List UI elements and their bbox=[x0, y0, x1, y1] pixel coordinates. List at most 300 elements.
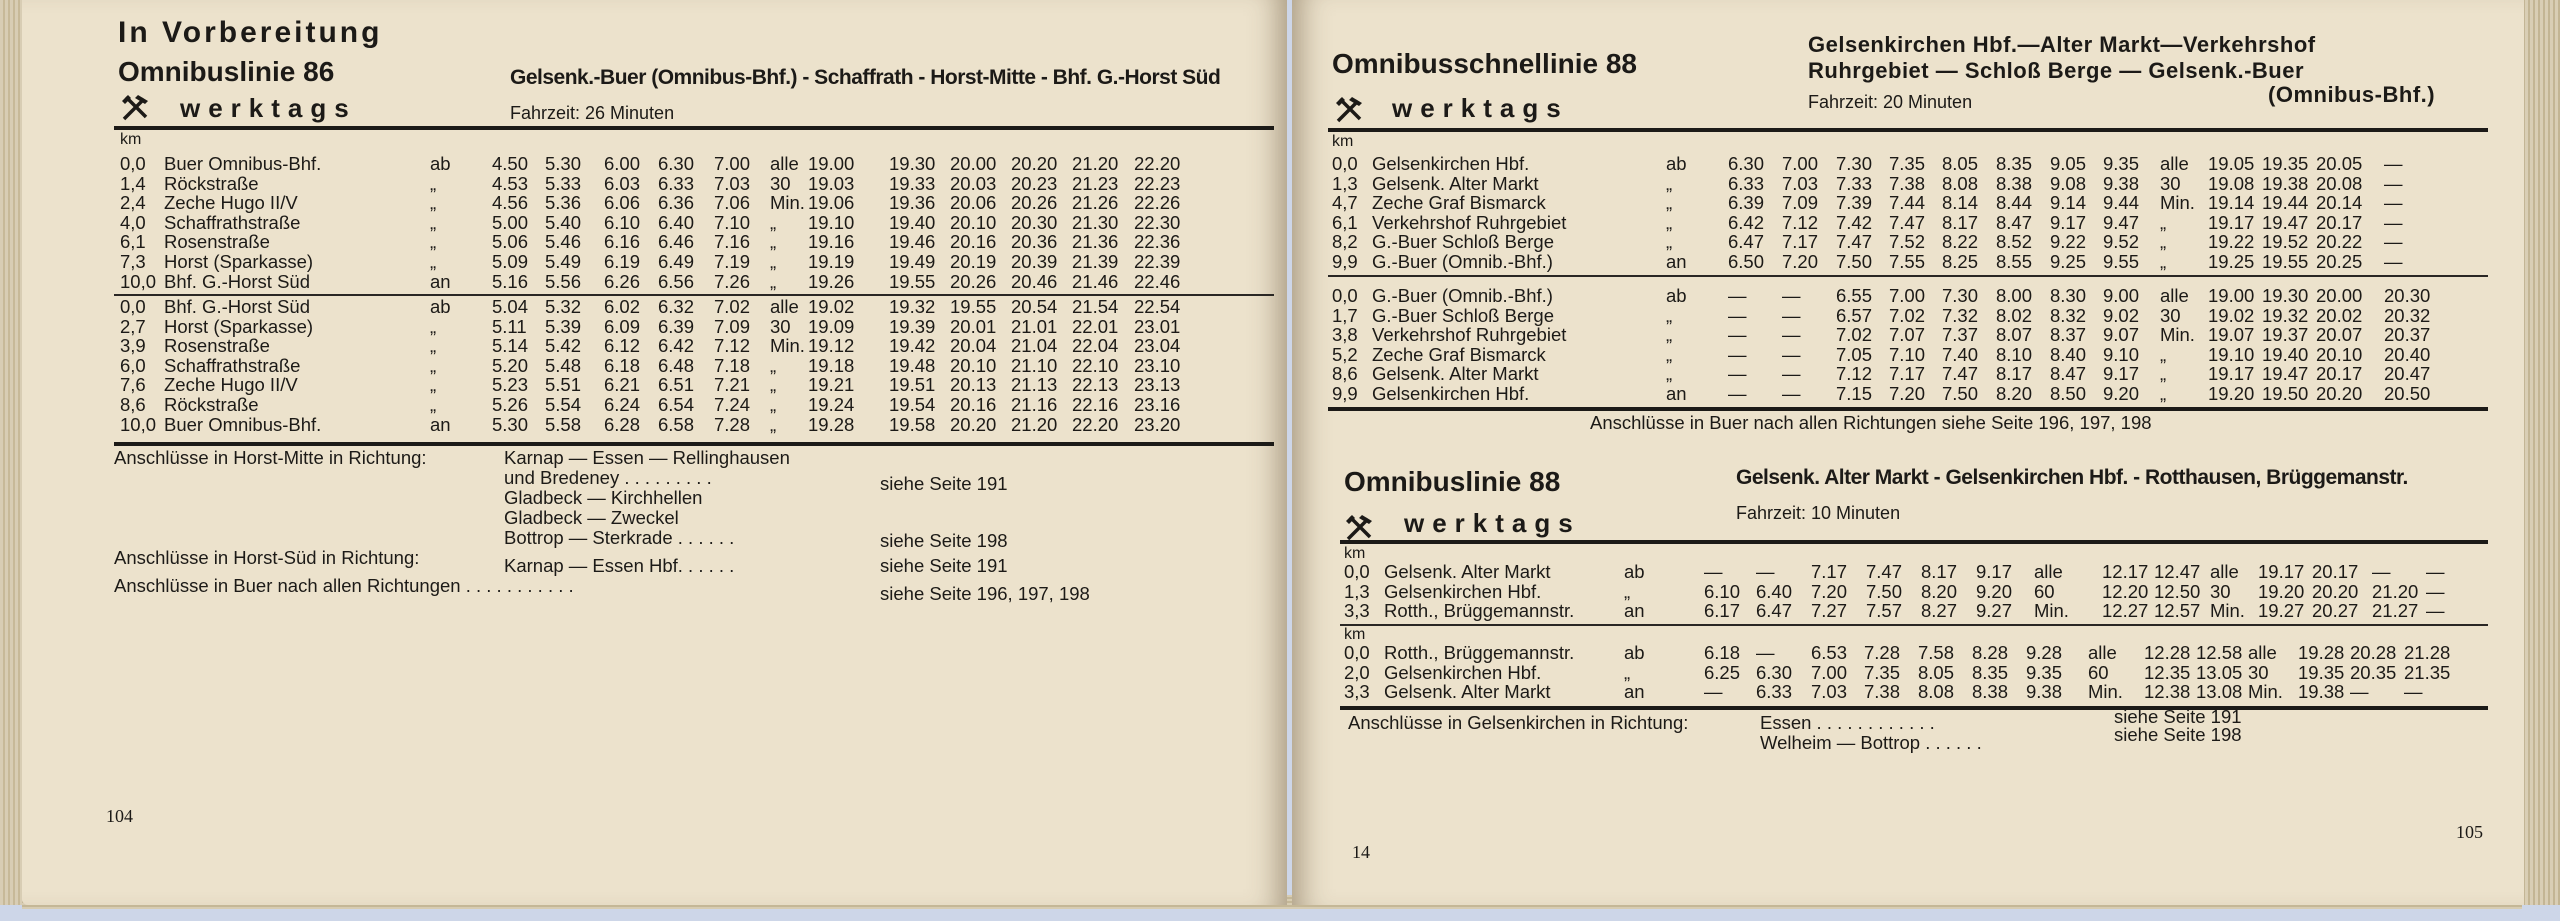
departure-time: 20.17 bbox=[2312, 561, 2359, 582]
departure-time: 7.30 bbox=[1836, 153, 1873, 174]
day-type: werktags bbox=[1392, 93, 1569, 123]
departure-time: 8.47 bbox=[1996, 211, 2033, 233]
departure-time: 5.26 bbox=[492, 393, 529, 415]
departure-time: 19.54 bbox=[889, 393, 936, 415]
departure-time: 22.04 bbox=[1072, 335, 1119, 357]
departure-time: 20.39 bbox=[1011, 250, 1058, 272]
departure-time: Min. bbox=[2160, 192, 2195, 214]
departure-time: 8.05 bbox=[1918, 661, 1955, 683]
hammer-and-pick-icon bbox=[1344, 513, 1374, 543]
departure-time: Min. bbox=[770, 192, 805, 214]
line-title: Omnibuslinie 86 bbox=[118, 56, 335, 87]
timetable-row bbox=[120, 336, 1270, 356]
departure-time: 20.20 bbox=[2312, 580, 2359, 602]
departure-time: 19.21 bbox=[808, 374, 855, 396]
departure-time: alle bbox=[770, 153, 799, 174]
departure-time: 19.24 bbox=[808, 393, 855, 415]
rule-mid bbox=[1328, 275, 2488, 277]
departure-time: 7.10 bbox=[1889, 343, 1926, 365]
departure-time: 19.09 bbox=[808, 315, 855, 337]
departure-time: 19.27 bbox=[2258, 600, 2305, 622]
departure-time: 9.17 bbox=[2103, 363, 2140, 385]
departure-time: 6.32 bbox=[658, 296, 695, 317]
departure-time: 5.49 bbox=[545, 250, 582, 272]
departure-time: 20.06 bbox=[950, 192, 997, 214]
departure-time: 9.22 bbox=[2050, 231, 2087, 253]
departure-time: — bbox=[2384, 231, 2403, 253]
departure-time: 9.27 bbox=[1976, 600, 2013, 622]
departure-time: 19.50 bbox=[2262, 382, 2309, 404]
departure-time: — bbox=[1728, 382, 1747, 404]
km-label: km bbox=[1344, 545, 1366, 562]
departure-time: 5.58 bbox=[545, 413, 582, 435]
departure-time: 9.05 bbox=[2050, 153, 2087, 174]
departure-time: — bbox=[2350, 681, 2369, 703]
departure-time: 5.40 bbox=[545, 211, 582, 233]
timetable-row bbox=[1332, 252, 2482, 272]
departure-time: alle bbox=[2160, 285, 2189, 306]
departure-time: 23.13 bbox=[1134, 374, 1181, 396]
departure-time: 7.35 bbox=[1889, 153, 1926, 174]
stop-name: Bhf. G.-Horst Süd bbox=[164, 296, 310, 317]
departure-time: 6.16 bbox=[604, 231, 641, 253]
departure-time: 19.39 bbox=[889, 315, 936, 337]
stop-name: Rotth., Brüggemannstr. bbox=[1384, 642, 1575, 663]
departure-time: 9.25 bbox=[2050, 250, 2087, 272]
departure-time: 8.35 bbox=[1972, 661, 2009, 683]
departure-time: 12.28 bbox=[2144, 642, 2191, 663]
timetable-row bbox=[120, 193, 1270, 213]
departure-time: 7.02 bbox=[1889, 304, 1926, 326]
timetable-row bbox=[1332, 193, 2482, 213]
departure-time: 20.20 bbox=[2316, 382, 2363, 404]
stop-name: Gelsenkirchen Hbf. bbox=[1384, 661, 1542, 683]
departure-time: 7.35 bbox=[1864, 661, 1901, 683]
departure-time: 8.47 bbox=[2050, 363, 2087, 385]
departure-time: 9.38 bbox=[2026, 681, 2063, 703]
km-value: 8,6 bbox=[120, 393, 146, 415]
departure-time: — bbox=[1704, 681, 1723, 703]
departure-time: 8.40 bbox=[2050, 343, 2087, 365]
km-value: 7,6 bbox=[120, 374, 146, 396]
departure-time: 21.39 bbox=[1072, 250, 1119, 272]
departure-time: 21.23 bbox=[1072, 172, 1119, 194]
departure-time: 8.07 bbox=[1996, 324, 2033, 346]
stop-name: Zeche Hugo II/V bbox=[164, 192, 298, 214]
departure-time: 9.35 bbox=[2103, 153, 2140, 174]
departure-time: 21.04 bbox=[1011, 335, 1058, 357]
departure-time: 6.48 bbox=[658, 354, 695, 376]
stop-name: Rosenstraße bbox=[164, 231, 270, 253]
timetable-row bbox=[120, 297, 1270, 317]
route-heading-1: Gelsenkirchen Hbf.—Alter Markt—Verkehrshof bbox=[1808, 32, 2316, 57]
timetable-row bbox=[120, 252, 1270, 272]
departure-time: 6.33 bbox=[1728, 172, 1765, 194]
departure-time: 19.49 bbox=[889, 250, 936, 272]
departure-time: 9.20 bbox=[1976, 580, 2013, 602]
stop-name: G.-Buer Schloß Berge bbox=[1372, 231, 1554, 253]
departure-time: — bbox=[2426, 580, 2445, 602]
departure-time: 12.58 bbox=[2196, 642, 2243, 663]
timetable-row bbox=[1332, 154, 2482, 174]
departure-time: 6.26 bbox=[604, 270, 641, 292]
departure-time: 6.50 bbox=[1728, 250, 1765, 272]
departure-time: 19.32 bbox=[889, 296, 936, 317]
departure-time: „ bbox=[770, 413, 777, 435]
departure-time: 5.30 bbox=[545, 153, 582, 174]
departure-time: 9.38 bbox=[2103, 172, 2140, 194]
departure-time: 6.10 bbox=[604, 211, 641, 233]
departure-time: alle bbox=[2210, 561, 2239, 582]
departure-time: 5.51 bbox=[545, 374, 582, 396]
departure-time: 7.02 bbox=[1836, 324, 1873, 346]
departure-time: 22.46 bbox=[1134, 270, 1181, 292]
timetable-row bbox=[120, 356, 1270, 376]
km-value: 9,9 bbox=[1332, 382, 1358, 404]
departure-time: 20.36 bbox=[1011, 231, 1058, 253]
departure-time: 19.44 bbox=[2262, 192, 2309, 214]
departure-time: 8.22 bbox=[1942, 231, 1979, 253]
departure-time: 19.30 bbox=[889, 153, 936, 174]
departure-time: 8.25 bbox=[1942, 250, 1979, 272]
departure-time: alle bbox=[2088, 642, 2117, 663]
arr-dep-mark: ab bbox=[1624, 561, 1645, 582]
departure-time: 6.21 bbox=[604, 374, 641, 396]
departure-time: 22.39 bbox=[1134, 250, 1181, 272]
km-value: 0,0 bbox=[1332, 285, 1358, 306]
departure-time: 19.28 bbox=[808, 413, 855, 435]
arr-dep-mark: „ bbox=[1666, 211, 1673, 233]
departure-time: 8.28 bbox=[1972, 642, 2009, 663]
departure-time: 8.05 bbox=[1942, 153, 1979, 174]
departure-time: 9.14 bbox=[2050, 192, 2087, 214]
departure-time: 12.38 bbox=[2144, 681, 2191, 703]
departure-time: 19.17 bbox=[2208, 211, 2255, 233]
stop-name: Zeche Graf Bismarck bbox=[1372, 343, 1546, 365]
departure-time: 20.27 bbox=[2312, 600, 2359, 622]
departure-time: 7.47 bbox=[1866, 561, 1903, 582]
departure-time: — bbox=[2404, 681, 2423, 703]
departure-time: „ bbox=[770, 270, 777, 292]
arr-dep-mark: an bbox=[430, 270, 451, 292]
departure-time: „ bbox=[770, 250, 777, 272]
departure-time: 7.57 bbox=[1866, 600, 1903, 622]
line-title-88-express: Omnibusschnellinie 88 bbox=[1332, 48, 1637, 79]
page-number-left: 104 bbox=[106, 806, 133, 826]
note-line: Gladbeck — Kirchhellen bbox=[504, 487, 703, 508]
departure-time: 20.03 bbox=[950, 172, 997, 194]
km-value: 2,4 bbox=[120, 192, 146, 214]
departure-time: 20.17 bbox=[2316, 211, 2363, 233]
departure-time: 5.39 bbox=[545, 315, 582, 337]
departure-time: 7.07 bbox=[1889, 324, 1926, 346]
departure-time: 7.52 bbox=[1889, 231, 1926, 253]
departure-time: 5.33 bbox=[545, 172, 582, 194]
departure-time: 4.50 bbox=[492, 153, 529, 174]
line-title-88: Omnibuslinie 88 bbox=[1344, 466, 1561, 497]
departure-time: 9.17 bbox=[1976, 561, 2013, 582]
departure-time: 21.28 bbox=[2404, 642, 2451, 663]
departure-time: 5.16 bbox=[492, 270, 529, 292]
arr-dep-mark: an bbox=[1666, 250, 1687, 272]
departure-time: 20.35 bbox=[2350, 661, 2397, 683]
departure-time: 7.12 bbox=[714, 335, 751, 357]
stop-name: Gelsenk. Alter Markt bbox=[1384, 681, 1551, 703]
departure-time: 5.54 bbox=[545, 393, 582, 415]
timetable-row bbox=[120, 154, 1270, 174]
stop-name: Gelsenkirchen Hbf. bbox=[1384, 580, 1542, 602]
departure-time: 20.46 bbox=[1011, 270, 1058, 292]
departure-time: 7.12 bbox=[1782, 211, 1819, 233]
stop-name: Schaffrathstraße bbox=[164, 211, 301, 233]
departure-time: 9.20 bbox=[2103, 382, 2140, 404]
departure-time: 7.10 bbox=[714, 211, 751, 233]
departure-time: — bbox=[2384, 211, 2403, 233]
timetable-block-88-outbound bbox=[1344, 562, 2484, 621]
timetable-row bbox=[1344, 682, 2484, 702]
departure-time: 12.47 bbox=[2154, 561, 2201, 582]
departure-time: 6.55 bbox=[1836, 285, 1873, 306]
departure-time: 22.16 bbox=[1072, 393, 1119, 415]
departure-time: 19.20 bbox=[2258, 580, 2305, 602]
departure-time: 7.09 bbox=[714, 315, 751, 337]
departure-time: 21.16 bbox=[1011, 393, 1058, 415]
rule-bottom bbox=[1340, 706, 2488, 710]
timetable-row bbox=[120, 213, 1270, 233]
departure-time: 21.10 bbox=[1011, 354, 1058, 376]
km-label: km bbox=[120, 131, 142, 148]
departure-time: 6.18 bbox=[604, 354, 641, 376]
departure-time: 5.56 bbox=[545, 270, 582, 292]
note-ref: siehe Seite 196, 197, 198 bbox=[880, 583, 1090, 604]
departure-time: — bbox=[1782, 304, 1801, 326]
departure-time: 6.02 bbox=[604, 296, 641, 317]
departure-time: 23.04 bbox=[1134, 335, 1181, 357]
departure-time: 22.20 bbox=[1072, 413, 1119, 435]
departure-time: 20.37 bbox=[2384, 324, 2431, 346]
rule-top bbox=[114, 126, 1274, 130]
note-line: Karnap — Essen — Rellinghausen bbox=[504, 447, 790, 468]
departure-time: 7.16 bbox=[714, 231, 751, 253]
note-line: Bottrop — Sterkrade . . . . . . bbox=[504, 527, 735, 548]
stop-name: Gelsenk. Alter Markt bbox=[1384, 561, 1551, 582]
departure-time: 12.35 bbox=[2144, 661, 2191, 683]
arr-dep-mark: an bbox=[1624, 600, 1645, 622]
departure-time: 22.36 bbox=[1134, 231, 1181, 253]
departure-time: 6.00 bbox=[604, 153, 641, 174]
departure-time: 19.52 bbox=[2262, 231, 2309, 253]
right-page-edges bbox=[2520, 0, 2560, 905]
timetable-row bbox=[120, 174, 1270, 194]
km-value: 10,0 bbox=[120, 413, 157, 435]
departure-time: 8.52 bbox=[1996, 231, 2033, 253]
arr-dep-mark: „ bbox=[1666, 324, 1673, 346]
note-line: Welheim — Bottrop . . . . . . bbox=[1760, 732, 1982, 753]
km-value: 0,0 bbox=[1344, 642, 1370, 663]
departure-time: 23.10 bbox=[1134, 354, 1181, 376]
departure-time: 7.05 bbox=[1836, 343, 1873, 365]
departure-time: — bbox=[2384, 250, 2403, 272]
departure-time: 19.17 bbox=[2258, 561, 2305, 582]
route-heading: Gelsenk.-Buer (Omnibus-Bhf.) - Schaffrath - Horst-Mitte - Bhf. G.-Horst Süd bbox=[510, 66, 1221, 89]
departure-time: 7.28 bbox=[1864, 642, 1901, 663]
departure-time: — bbox=[1782, 324, 1801, 346]
departure-time: 7.55 bbox=[1889, 250, 1926, 272]
stop-name: Röckstraße bbox=[164, 393, 259, 415]
departure-time: „ bbox=[770, 354, 777, 376]
departure-time: „ bbox=[770, 211, 777, 233]
timetable-row bbox=[1344, 643, 2484, 663]
departure-time: Min. bbox=[2034, 600, 2069, 622]
departure-time: 19.35 bbox=[2262, 153, 2309, 174]
note-horst-sued: Anschlüsse in Horst-Süd in Richtung: bbox=[114, 547, 420, 568]
note-ref: siehe Seite 191 bbox=[880, 473, 1008, 494]
departure-time: 20.50 bbox=[2384, 382, 2431, 404]
departure-time: 9.55 bbox=[2103, 250, 2140, 272]
departure-time: 7.58 bbox=[1918, 642, 1955, 663]
departure-time: 9.08 bbox=[2050, 172, 2087, 194]
departure-time: 20.23 bbox=[1011, 172, 1058, 194]
departure-time: 21.01 bbox=[1011, 315, 1058, 337]
departure-time: 23.01 bbox=[1134, 315, 1181, 337]
departure-time: 30 bbox=[2160, 172, 2181, 194]
arr-dep-mark: „ bbox=[430, 315, 437, 337]
km-value: 3,3 bbox=[1344, 681, 1370, 703]
departure-time: 7.20 bbox=[1889, 382, 1926, 404]
departure-time: 21.54 bbox=[1072, 296, 1119, 317]
departure-time: 19.02 bbox=[808, 296, 855, 317]
departure-time: 6.33 bbox=[1756, 681, 1793, 703]
departure-time: 20.20 bbox=[1011, 153, 1058, 174]
timetable-row bbox=[1344, 582, 2484, 602]
departure-time: 6.18 bbox=[1704, 642, 1741, 663]
departure-time: 8.00 bbox=[1996, 285, 2033, 306]
arr-dep-mark: an bbox=[1666, 382, 1687, 404]
departure-time: 8.20 bbox=[1921, 580, 1958, 602]
departure-time: 20.47 bbox=[2384, 363, 2431, 385]
arr-dep-mark: „ bbox=[430, 374, 437, 396]
arr-dep-mark: „ bbox=[1624, 580, 1631, 602]
arr-dep-mark: ab bbox=[1666, 285, 1687, 306]
km-label: km bbox=[1344, 626, 1366, 643]
departure-time: 9.17 bbox=[2050, 211, 2087, 233]
departure-time: 7.42 bbox=[1836, 211, 1873, 233]
departure-time: 19.30 bbox=[2262, 285, 2309, 306]
departure-time: 8.30 bbox=[2050, 285, 2087, 306]
departure-time: Min. bbox=[2210, 600, 2245, 622]
departure-time: 6.58 bbox=[658, 413, 695, 435]
departure-time: 9.35 bbox=[2026, 661, 2063, 683]
departure-time: 5.36 bbox=[545, 192, 582, 214]
departure-time: 12.20 bbox=[2102, 580, 2149, 602]
departure-time: 8.08 bbox=[1942, 172, 1979, 194]
departure-time: 6.06 bbox=[604, 192, 641, 214]
departure-time: — bbox=[1782, 363, 1801, 385]
stop-name: Horst (Sparkasse) bbox=[164, 315, 314, 337]
arr-dep-mark: „ bbox=[1666, 231, 1673, 253]
stop-name: Rosenstraße bbox=[164, 335, 270, 357]
departure-time: 7.17 bbox=[1811, 561, 1848, 582]
departure-time: „ bbox=[770, 231, 777, 253]
departure-time: 22.10 bbox=[1072, 354, 1119, 376]
stop-name: Verkehrshof Ruhrgebiet bbox=[1372, 211, 1567, 233]
departure-time: 19.25 bbox=[2208, 250, 2255, 272]
departure-time: 20.05 bbox=[2316, 153, 2363, 174]
departure-time: 19.28 bbox=[2298, 642, 2345, 663]
arr-dep-mark: an bbox=[430, 413, 451, 435]
km-value: 3,9 bbox=[120, 335, 146, 357]
departure-time: 20.26 bbox=[950, 270, 997, 292]
departure-time: 19.46 bbox=[889, 231, 936, 253]
km-value: 6,0 bbox=[120, 354, 146, 376]
departure-time: 19.06 bbox=[808, 192, 855, 214]
km-value: 0,0 bbox=[120, 153, 146, 174]
departure-time: Min. bbox=[2248, 681, 2283, 703]
note-ref: siehe Seite 191 bbox=[2114, 706, 2242, 727]
departure-time: 6.09 bbox=[604, 315, 641, 337]
departure-time: 19.05 bbox=[2208, 153, 2255, 174]
departure-time: 60 bbox=[2088, 661, 2109, 683]
departure-time: 19.07 bbox=[2208, 324, 2255, 346]
departure-time: 19.16 bbox=[808, 231, 855, 253]
stop-name: Röckstraße bbox=[164, 172, 259, 194]
departure-time: 5.48 bbox=[545, 354, 582, 376]
arr-dep-mark: „ bbox=[430, 335, 437, 357]
timetable-row bbox=[1332, 384, 2482, 404]
departure-time: 19.12 bbox=[808, 335, 855, 357]
departure-time: 5.11 bbox=[492, 315, 527, 337]
km-value: 1,4 bbox=[120, 172, 146, 194]
departure-time: 20.54 bbox=[1011, 296, 1058, 317]
departure-time: 19.40 bbox=[2262, 343, 2309, 365]
departure-time: 19.40 bbox=[889, 211, 936, 233]
travel-time: Fahrzeit: 10 Minuten bbox=[1736, 503, 1901, 523]
departure-time: 7.03 bbox=[1811, 681, 1848, 703]
departure-time: 7.03 bbox=[714, 172, 751, 194]
preheading: In Vorbereitung bbox=[118, 16, 383, 49]
timetable-block-88-return bbox=[1344, 643, 2484, 702]
departure-time: 6.46 bbox=[658, 231, 695, 253]
departure-time: „ bbox=[2160, 231, 2167, 253]
departure-time: 19.55 bbox=[2262, 250, 2309, 272]
departure-time: 19.47 bbox=[2262, 211, 2309, 233]
departure-time: 60 bbox=[2034, 580, 2055, 602]
departure-time: 6.12 bbox=[604, 335, 641, 357]
departure-time: 21.30 bbox=[1072, 211, 1119, 233]
departure-time: 7.09 bbox=[1782, 192, 1819, 214]
departure-time: 19.02 bbox=[2208, 304, 2255, 326]
stop-name: Gelsenkirchen Hbf. bbox=[1372, 382, 1530, 404]
departure-time: 19.48 bbox=[889, 354, 936, 376]
km-value: 10,0 bbox=[120, 270, 157, 292]
stop-name: Gelsenkirchen Hbf. bbox=[1372, 153, 1530, 174]
timetable-row bbox=[1332, 213, 2482, 233]
departure-time: 30 bbox=[2160, 304, 2181, 326]
departure-time: 20.10 bbox=[2316, 343, 2363, 365]
departure-time: 12.50 bbox=[2154, 580, 2201, 602]
departure-time: 21.27 bbox=[2372, 600, 2419, 622]
departure-time: — bbox=[2372, 561, 2391, 582]
km-value: 1,7 bbox=[1332, 304, 1358, 326]
departure-time: 7.00 bbox=[1811, 661, 1848, 683]
departure-time: 20.14 bbox=[2316, 192, 2363, 214]
timetable-row bbox=[1332, 345, 2482, 365]
departure-time: 7.47 bbox=[1942, 363, 1979, 385]
departure-time: 7.19 bbox=[714, 250, 751, 272]
departure-time: 20.10 bbox=[950, 354, 997, 376]
departure-time: 19.22 bbox=[2208, 231, 2255, 253]
departure-time: 6.19 bbox=[604, 250, 641, 272]
